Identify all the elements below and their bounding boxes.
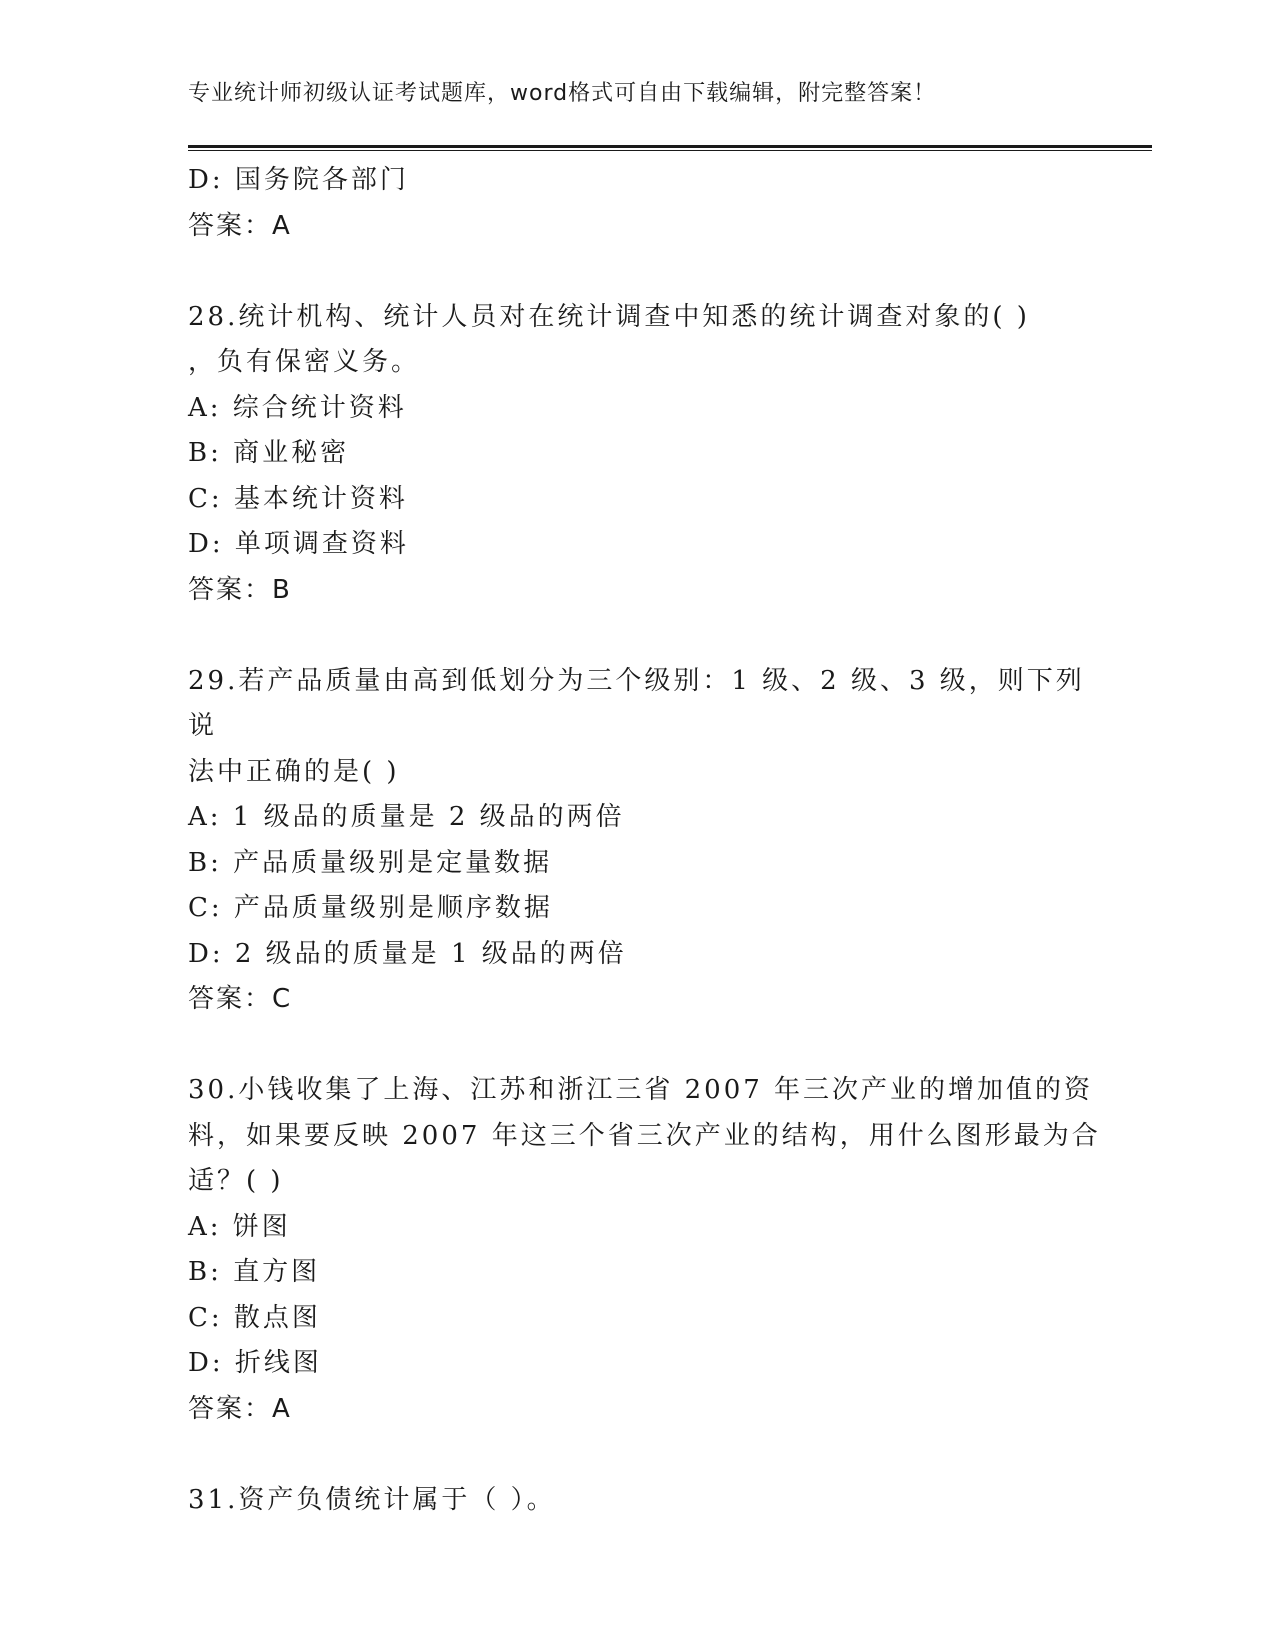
option-a: A: 1 级品的质量是 2 级品的两倍 — [188, 802, 625, 832]
option-a: A: 饼图 — [188, 1211, 291, 1242]
option-b: B: 产品质量级别是定量数据 — [188, 847, 553, 878]
option-d: D: 2 级品的质量是 1 级品的两倍 — [188, 938, 627, 969]
header-rule-thick — [188, 145, 1152, 148]
question-stem-line: 30.小钱收集了上海、江苏和浙江三省 2007 年三次产业的增加值的资 — [188, 1075, 1094, 1105]
answer: 答案：A — [188, 1393, 292, 1424]
option-d: D: 单项调查资料 — [188, 529, 409, 559]
option-b: B: 直方图 — [188, 1257, 321, 1287]
question-30-stem — [188, 1068, 1108, 1205]
option-c: C: 散点图 — [188, 1302, 321, 1333]
option-c: C: 基本统计资料 — [188, 483, 408, 514]
question-31-stem — [188, 1478, 1108, 1524]
option-d: D: 折线图 — [188, 1348, 322, 1378]
question-stem-line: 28.统计机构、统计人员对在统计调查中知悉的统计调查对象的( ) — [188, 301, 1030, 332]
page-content — [188, 158, 1108, 1523]
question-stem-line: 料，如果要反映 2007 年这三个省三次产业的结构，用什么图形最为合 — [188, 1120, 1101, 1151]
question-stem-line: 法中正确的是( ) — [188, 756, 400, 787]
question-stem-line: 29.若产品质量由高到低划分为三个级别：1 级、2 级、3 级，则下列说 — [188, 665, 1085, 741]
question-29-stem — [188, 659, 1108, 796]
option-d: D: 国务院各部门 — [188, 165, 409, 195]
answer: 答案：B — [188, 574, 292, 605]
page-header: 专业统计师初级认证考试题库，word格式可自由下载编辑，附完整答案！ — [188, 81, 937, 106]
question-stem-line: 适？( ) — [188, 1166, 284, 1196]
option-b: B: 商业秘密 — [188, 438, 350, 468]
answer: 答案：C — [188, 984, 293, 1014]
question-stem-line: 31.资产负债统计属于（ ）。 — [188, 1484, 556, 1515]
option-c: C: 产品质量级别是顺序数据 — [188, 893, 553, 923]
answer: 答案：A — [188, 210, 292, 241]
question-stem-line: ，负有保密义务。 — [188, 347, 421, 377]
header-rule-thin — [188, 150, 1152, 151]
question-28-stem — [188, 295, 1108, 386]
option-a: A: 综合统计资料 — [188, 392, 407, 423]
